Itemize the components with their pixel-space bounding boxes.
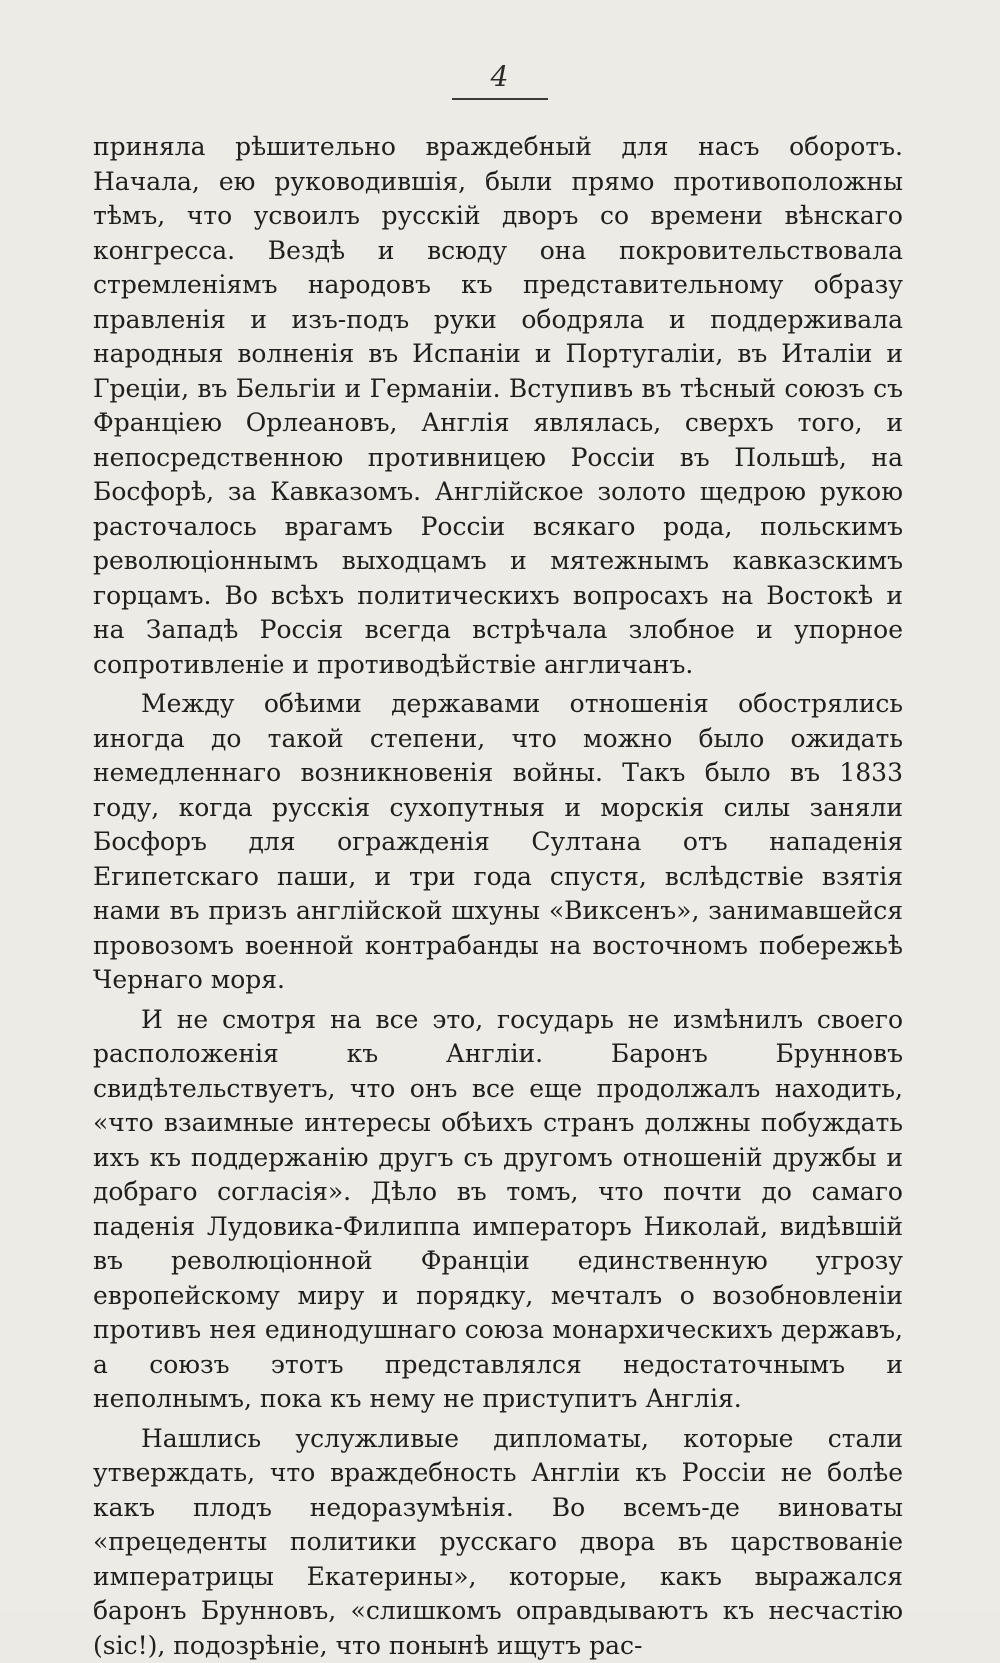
paragraph: Между обѣими державами отношенія обострялись иногда до такой степени, что можно было ожидать немедленнаго возникновенія войны. Такъ было въ 1833 году, когда русскія сухопутныя и морскія силы заняли Босфоръ для огражденія Султана отъ нападенія Египетскаго паши, и три года спустя, вслѣдствіе взятія нами въ призъ англійской шхуны «Виксенъ», занимавшейся провозомъ военной контрабанды на восточномъ побережьѣ Чернаго моря.	[93, 687, 903, 998]
paragraph: И не смотря на все это, государь не измѣнилъ своего расположенія къ Англіи. Баронъ Брунновъ свидѣтельствуетъ, что онъ все еще продолжалъ находить, «что взаимные интересы обѣихъ странъ должны побуждать ихъ къ поддержанію другъ съ другомъ отношеній дружбы и добраго согласія». Дѣло въ томъ, что почти до самаго паденія Лудовика-Филиппа императоръ Николай, видѣвшій въ революціонной Франціи единственную угрозу европейскому миру и порядку, мечталъ о возобновленіи противъ нея единодушнаго союза монархическихъ державъ, а союзъ этотъ представлялся недостаточнымъ и неполнымъ, пока къ нему не приступитъ Англія.	[93, 1003, 903, 1417]
page-number-rule	[452, 98, 548, 100]
paragraph: приняла рѣшительно враждебный для насъ оборотъ. Начала, ею руководившія, были прямо противоположны тѣмъ, что усвоилъ русскій дворъ со времени вѣнскаго конгресса. Вездѣ и всюду она покровительствовала стремленіямъ народовъ къ представительному образу правленія и изъ-подъ руки ободряла и поддерживала народныя волненія въ Испаніи и Португаліи, въ Италіи и Греціи, въ Бельгіи и Германіи. Вступивъ въ тѣсный союзъ съ Франціею Орлеановъ, Англія являлась, сверхъ того, и непосредственною противницею Россіи въ Польшѣ, на Босфорѣ, за Кавказомъ. Англійское золото щедрою рукою расточалось врагамъ Россіи всякаго рода, польскимъ революціоннымъ выходцамъ и мятежнымъ кавказскимъ горцамъ. Во всѣхъ политическихъ вопросахъ на Востокѣ и на Западѣ Россія всегда встрѣчала злобное и упорное сопротивленіе и противодѣйствіе англичанъ.	[93, 130, 903, 682]
page-number: 4	[0, 60, 1000, 93]
body-text	[93, 130, 903, 1663]
paragraph: Нашлись услужливые дипломаты, которые стали утверждать, что враждебность Англіи къ Россіи не болѣе какъ плодъ недоразумѣнія. Во всемъ-де виноваты «прецеденты политики русскаго двора въ царствованіе императрицы Екатерины», которые, какъ выражался баронъ Брунновъ, «слишкомъ оправдываютъ къ несчастію (sic!), подозрѣніе, что понынѣ ищутъ рас-	[93, 1422, 903, 1663]
